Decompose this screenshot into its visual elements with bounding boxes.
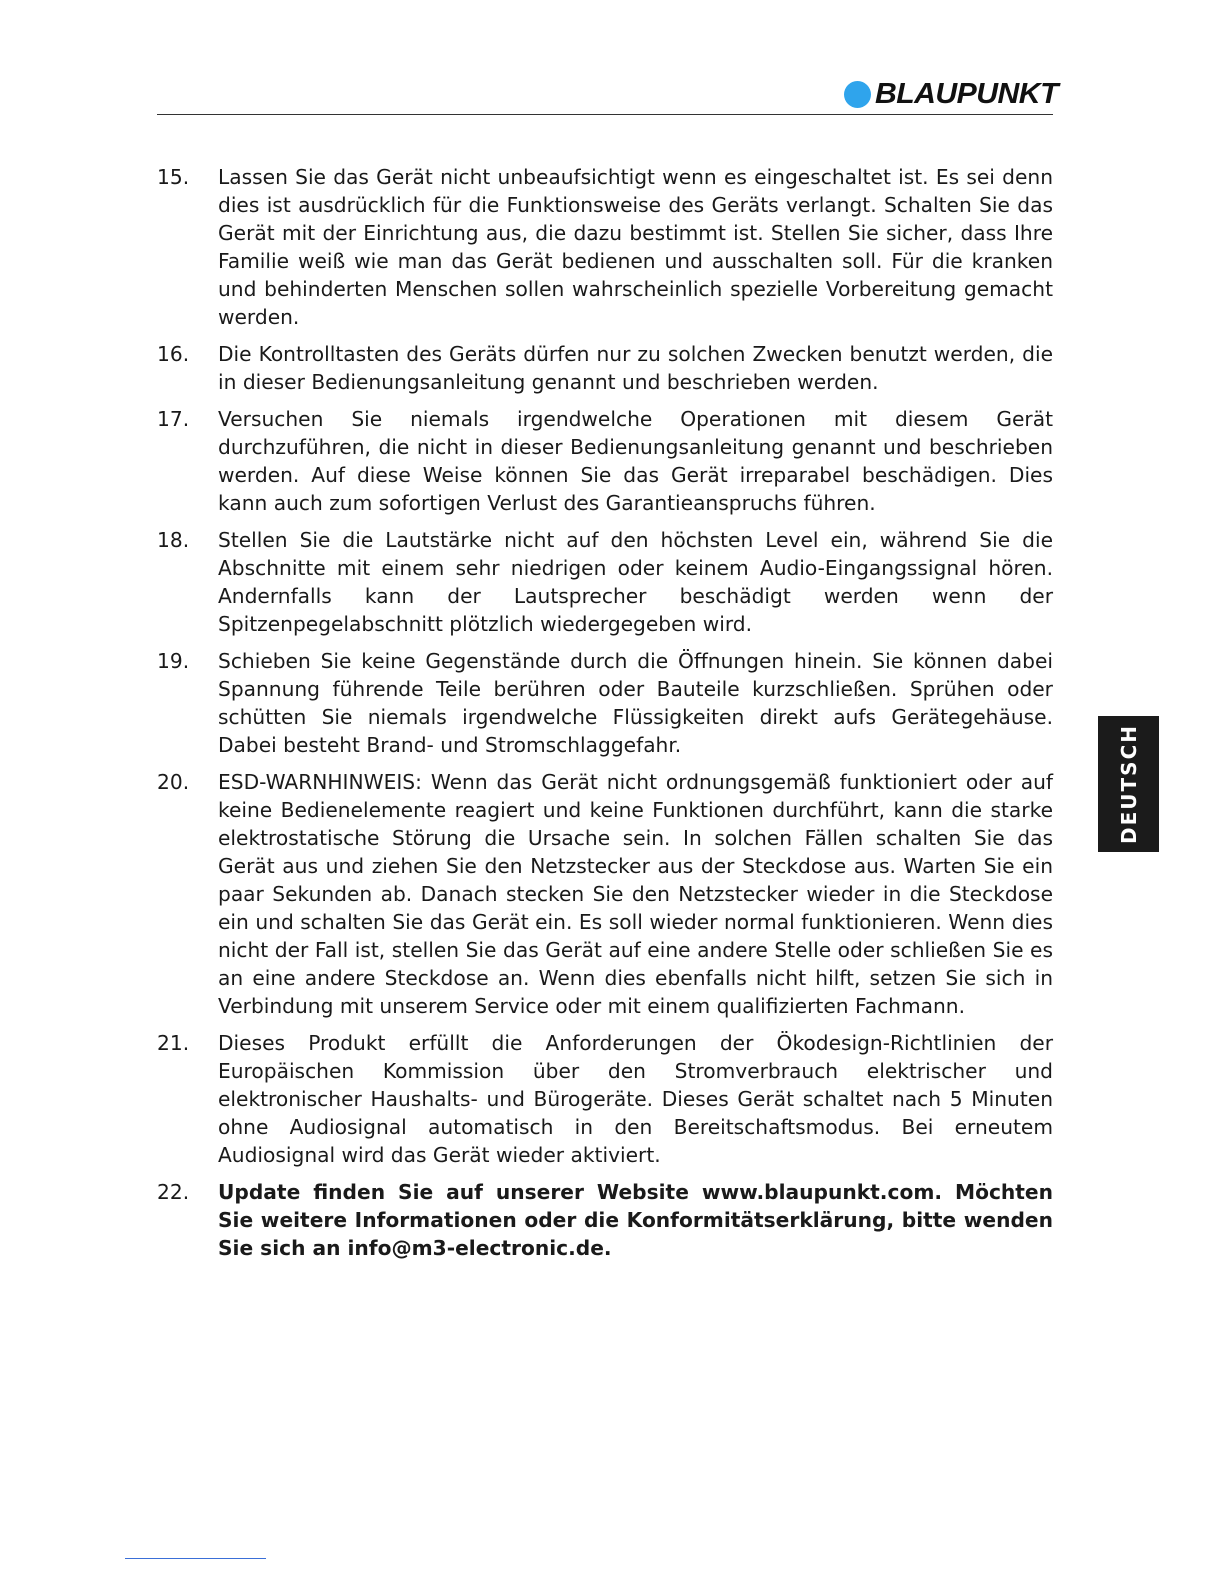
brand-name: BLAUPUNKT xyxy=(875,78,1059,110)
language-tab-label: DEUTSCH xyxy=(1116,724,1141,844)
item-text: Dieses Produkt erfüllt die Anforderungen der Ökodesign-Richtlinien der Europäischen Kommission über den Stromverbrauch elektrischer und elektronischer Haushalts- und Bürogeräte. Dieses Gerät schaltet nach 5 Minuten ohne Audiosignal automatisch in den Bereitschaftsmodus. Bei erneutem Audiosignal wird das Gerät wieder aktiviert. xyxy=(218,1031,1053,1167)
item-text: Stellen Sie die Lautstärke nicht auf den höchsten Level ein, während Sie die Abschnitte mit einem sehr niedrigen oder keinem Audio-Eingangssignal hören. Andernfalls kann der Lautsprecher beschädigt werden wenn der Spitzenpegelabschnitt plötzlich wiedergegeben wird. xyxy=(218,528,1053,636)
item-number: 16. xyxy=(157,342,190,366)
language-tab xyxy=(1098,716,1159,852)
item-text: Versuchen Sie niemals irgendwelche Operationen mit diesem Gerät durchzuführen, die nicht in dieser Bedienungsanleitung genannt und beschrieben werden. Auf diese Weise können Sie das Gerät irreparabel beschädigen. Dies kann auch zum sofortigen Verlust des Garantieanspruchs führen. xyxy=(218,407,1053,515)
list-item xyxy=(157,768,1053,1020)
item-number: 22. xyxy=(157,1180,190,1204)
footer-rule xyxy=(125,1558,266,1559)
item-number: 15. xyxy=(157,165,190,189)
list-item xyxy=(157,1178,1053,1262)
item-number: 19. xyxy=(157,649,190,673)
item-number: 21. xyxy=(157,1031,190,1055)
item-text: Lassen Sie das Gerät nicht unbeaufsichtigt wenn es eingeschaltet ist. Es sei denn dies ist ausdrücklich für die Funktionsweise des Geräts verlangt. Schalten Sie das Gerät mit der Einrichtung aus, die dazu bestimmt ist. Stellen Sie sicher, dass Ihre Familie weiß wie man das Gerät bedienen und ausschalten soll. Für die kranken und behinderten Menschen sollen wahrscheinlich spezielle Vorbereitung gemacht werden. xyxy=(218,165,1053,329)
item-text: Die Kontrolltasten des Geräts dürfen nur zu solchen Zwecken benutzt werden, die in dieser Bedienungsanleitung genannt und beschrieben werden. xyxy=(218,342,1053,394)
item-number: 17. xyxy=(157,407,190,431)
item-number: 20. xyxy=(157,770,190,794)
item-number: 18. xyxy=(157,528,190,552)
list-item xyxy=(157,340,1053,396)
brand-logo xyxy=(844,78,1059,111)
safety-instructions-list xyxy=(157,163,1053,1271)
item-text: Schieben Sie keine Gegenstände durch die Öffnungen hinein. Sie können dabei Spannung führende Teile berühren oder Bauteile kurzschließen. Sprühen oder schütten Sie niemals irgendwelche Flüssigkeiten direkt aufs Gerätegehäuse. Dabei besteht Brand- und Stromschlaggefahr. xyxy=(218,649,1053,757)
list-item xyxy=(157,1029,1053,1169)
item-text: ESD-WARNHINWEIS: Wenn das Gerät nicht ordnungsgemäß funktioniert oder auf keine Bedienelemente reagiert und keine Funktionen durchführt, kann die starke elektrostatische Störung die Ursache sein. In solchen Fällen schalten Sie das Gerät aus und ziehen Sie den Netzstecker aus der Steckdose aus. Warten Sie ein paar Sekunden ab. Danach stecken Sie den Netzstecker wieder in die Steckdose ein und schalten Sie das Gerät ein. Es soll wieder normal funktionieren. Wenn dies nicht der Fall ist, stellen Sie das Gerät auf eine andere Stelle oder schließen Sie es an eine andere Steckdose an. Wenn dies ebenfalls nicht hilft, setzen Sie sich in Verbindung mit unserem Service oder mit einem qualifizierten Fachmann. xyxy=(218,770,1053,1018)
item-text: Update finden Sie auf unserer Website www.blaupunkt.com. Möchten Sie weitere Informationen oder die Konformitätserklärung, bitte wenden Sie sich an info@m3-electronic.de. xyxy=(218,1180,1053,1260)
list-item xyxy=(157,647,1053,759)
brand-dot-icon xyxy=(844,81,871,108)
list-item xyxy=(157,405,1053,517)
list-item xyxy=(157,526,1053,638)
list-item xyxy=(157,163,1053,331)
page-header xyxy=(157,70,1059,115)
